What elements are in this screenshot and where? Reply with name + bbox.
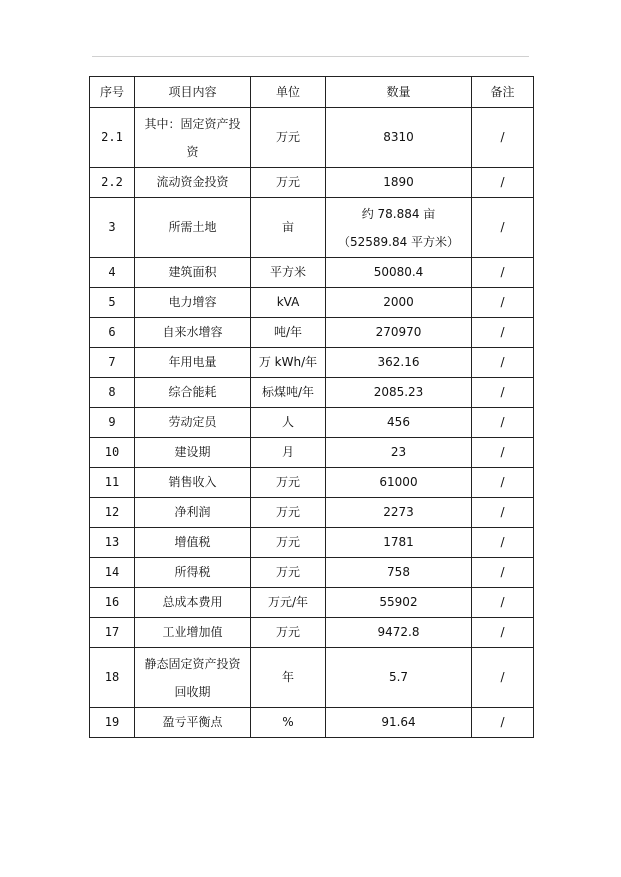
row-note: / [472,288,534,318]
row-item-line: 建筑面积 [168,265,217,279]
row-note: / [472,348,534,378]
row-qty-line: 2085.23 [373,385,424,399]
row-item-line: 工业增加值 [162,625,223,639]
table-row [90,378,534,408]
row-item [135,438,251,468]
row-unit: 万元 [251,528,326,558]
row-item [135,108,251,168]
row-qty-line: 456 [387,415,410,429]
row-qty-line: 约 78.884 亩 [361,206,436,221]
row-qty [326,618,472,648]
row-qty-line: 2000 [383,295,414,309]
row-qty [326,588,472,618]
row-qty-line: 61000 [379,475,418,489]
row-item-line: 电力增容 [168,295,217,309]
row-note: / [472,618,534,648]
row-qty-line: 50080.4 [373,265,424,279]
row-no: 2.1 [90,108,135,168]
row-item-line: 回收期 [174,684,211,699]
row-qty [326,648,472,708]
table-row [90,708,534,738]
row-unit: kVA [251,288,326,318]
row-qty [326,258,472,288]
row-qty-line: 758 [387,565,410,579]
header-qty: 数量 [326,77,472,108]
row-note: / [472,498,534,528]
row-no: 9 [90,408,135,438]
row-no: 2.2 [90,168,135,198]
row-item-line: 销售收入 [168,475,217,489]
row-note: / [472,708,534,738]
row-unit: 万元 [251,498,326,528]
row-note: / [472,168,534,198]
project-indicator-table [89,76,534,738]
table-row [90,618,534,648]
header-row [90,77,534,108]
row-note: / [472,258,534,288]
row-note: / [472,438,534,468]
table-row [90,498,534,528]
row-unit: 万 kWh/年 [251,348,326,378]
table-row [90,528,534,558]
table-row [90,168,534,198]
row-item-line: 所需土地 [168,220,217,234]
table-row [90,558,534,588]
row-no: 16 [90,588,135,618]
row-qty [326,528,472,558]
table-row [90,318,534,348]
row-qty [326,498,472,528]
row-item [135,588,251,618]
row-note: / [472,318,534,348]
row-note: / [472,528,534,558]
row-no: 18 [90,648,135,708]
row-unit: 人 [251,408,326,438]
table-row [90,198,534,258]
row-note: / [472,468,534,498]
row-item [135,378,251,408]
row-unit: 年 [251,648,326,708]
row-qty-line: 8310 [383,130,414,144]
table-row [90,468,534,498]
row-item-line: 建设期 [174,445,211,459]
row-qty [326,198,472,258]
row-item [135,198,251,258]
row-no: 17 [90,618,135,648]
row-note: / [472,648,534,708]
row-qty-line: 5.7 [388,670,409,684]
row-no: 12 [90,498,135,528]
row-no: 6 [90,318,135,348]
row-qty-line: 1890 [383,175,414,189]
row-qty [326,168,472,198]
row-item-line: 年用电量 [168,355,217,369]
row-item [135,168,251,198]
row-note: / [472,378,534,408]
row-item [135,528,251,558]
row-no: 14 [90,558,135,588]
row-item-line: 综合能耗 [168,385,217,399]
row-item-line: 所得税 [174,565,211,579]
row-qty-line: （52589.84 平方米） [337,234,460,249]
row-no: 10 [90,438,135,468]
table-row [90,408,534,438]
table-row [90,348,534,378]
header-item: 项目内容 [135,77,251,108]
row-item-line: 资 [186,144,199,159]
row-qty [326,318,472,348]
row-no: 8 [90,378,135,408]
row-unit: 月 [251,438,326,468]
row-item [135,498,251,528]
row-qty-line: 2273 [383,505,414,519]
row-unit: 万元 [251,468,326,498]
row-no: 19 [90,708,135,738]
row-qty-line: 9472.8 [377,625,420,639]
row-item-line: 自来水增容 [162,325,223,339]
row-item [135,468,251,498]
row-note: / [472,408,534,438]
row-qty [326,468,472,498]
row-qty [326,408,472,438]
row-item [135,288,251,318]
table-row [90,648,534,708]
row-qty-line: 1781 [383,535,414,549]
row-qty [326,288,472,318]
row-unit: 万元 [251,558,326,588]
row-qty-line: 55902 [379,595,418,609]
row-item [135,318,251,348]
row-unit: 万元 [251,168,326,198]
header-note: 备注 [472,77,534,108]
row-qty [326,378,472,408]
row-no: 11 [90,468,135,498]
row-item-line: 盈亏平衡点 [162,715,223,729]
row-unit: % [251,708,326,738]
row-qty-line: 362.16 [377,355,420,369]
row-qty [326,708,472,738]
row-qty-line: 91.64 [381,715,416,729]
row-qty [326,348,472,378]
table-row [90,588,534,618]
row-no: 4 [90,258,135,288]
row-item [135,618,251,648]
row-qty [326,558,472,588]
row-item-line: 劳动定员 [168,415,217,429]
row-note: / [472,558,534,588]
row-note: / [472,588,534,618]
row-item-line: 增值税 [174,535,211,549]
row-unit: 标煤吨/年 [251,378,326,408]
row-item [135,558,251,588]
top-rule [92,56,529,57]
row-no: 5 [90,288,135,318]
row-note: / [472,108,534,168]
row-unit: 万元 [251,108,326,168]
row-no: 3 [90,198,135,258]
row-item [135,348,251,378]
row-item-line: 净利润 [174,505,211,519]
row-item-line: 总成本费用 [162,595,223,609]
row-unit: 万元 [251,618,326,648]
row-note: / [472,198,534,258]
table-body [90,77,534,738]
row-item [135,408,251,438]
row-qty [326,108,472,168]
row-qty [326,438,472,468]
table-row [90,108,534,168]
row-item [135,648,251,708]
row-unit: 亩 [251,198,326,258]
row-unit: 吨/年 [251,318,326,348]
row-no: 13 [90,528,135,558]
table-row [90,258,534,288]
row-item-line: 其中：固定资产投 [144,116,241,131]
table-row [90,438,534,468]
row-qty-line: 23 [390,445,407,459]
header-no: 序号 [90,77,135,108]
row-item [135,708,251,738]
row-item [135,258,251,288]
row-no: 7 [90,348,135,378]
row-unit: 平方米 [251,258,326,288]
row-qty-line: 270970 [375,325,422,339]
row-item-line: 流动资金投资 [156,175,229,189]
header-unit: 单位 [251,77,326,108]
table-row [90,288,534,318]
row-item-line: 静态固定资产投资 [144,656,241,671]
row-unit: 万元/年 [251,588,326,618]
